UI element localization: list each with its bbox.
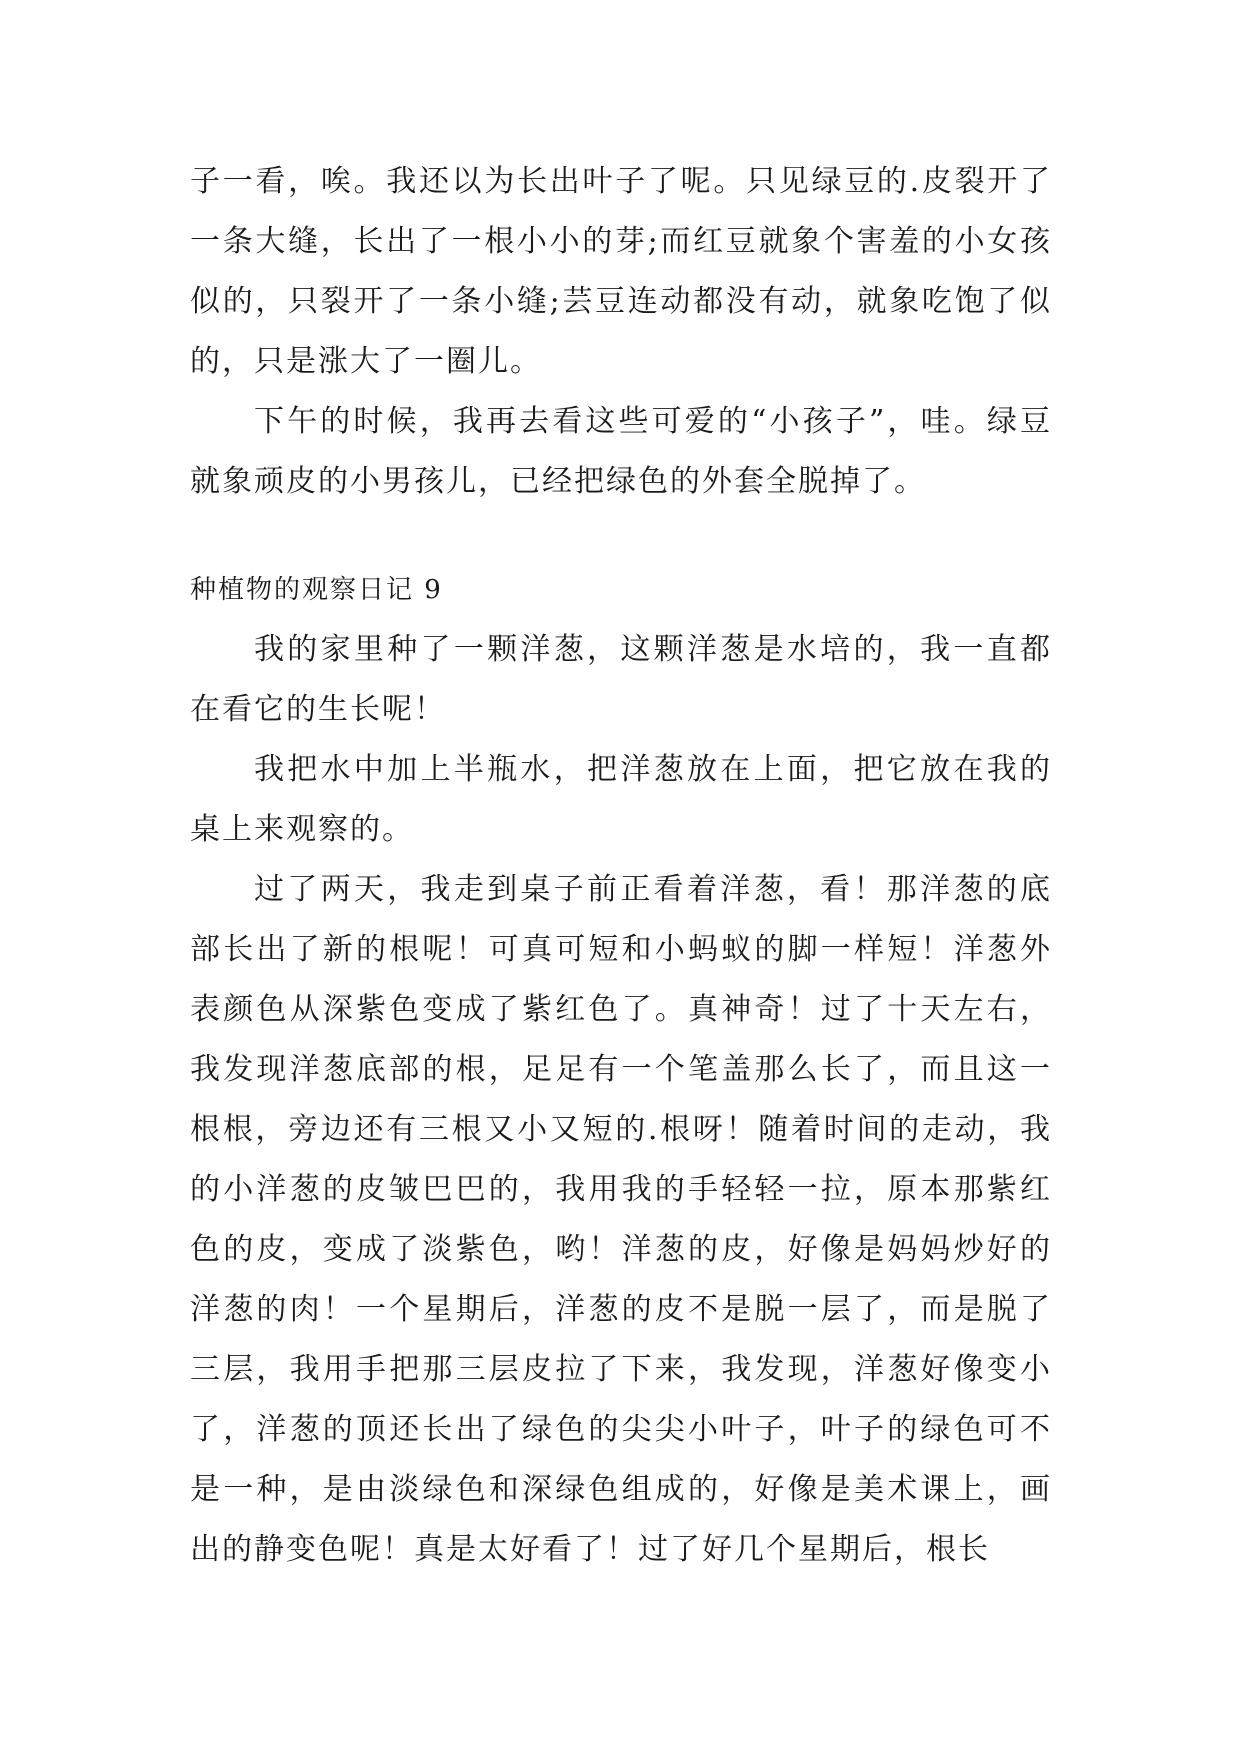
continuation-paragraph-1: 子一看，唉。我还以为长出叶子了呢。只见绿豆的.皮裂开了一条大缝，长出了一根小小的芽;而红豆就象个害羞的小女孩似的，只裂开了一条小缝;芸豆连动都没有动，就象吃饱了似的，只是涨大了一圈儿。 bbox=[190, 164, 1052, 379]
section-paragraph-2: 我把水中加上半瓶水，把洋葱放在上面，把它放在我的桌上来观察的。 bbox=[190, 752, 1052, 847]
section-title: 种植物的观察日记 9 bbox=[190, 575, 443, 605]
section-paragraph-1: 我的家里种了一颗洋葱，这颗洋葱是水培的，我一直都在看它的生长呢！ bbox=[190, 632, 1052, 727]
document-body bbox=[190, 152, 1052, 1580]
section-paragraph-3: 过了两天，我走到桌子前正看着洋葱，看！那洋葱的底部长出了新的根呢！可真可短和小蚂蚁的脚一样短！洋葱外表颜色从深紫色变成了紫红色了。真神奇！过了十天左右，我发现洋葱底部的根，足足有一个笔盖那么长了，而且这一根根，旁边还有三根又小又短的.根呀！随着时间的走动，我的小洋葱的皮皱巴巴的，我用我的手轻轻一拉，原本那紫红色的皮，变成了淡紫色，哟！洋葱的皮，好像是妈妈炒好的洋葱的肉！一个星期后，洋葱的皮不是脱一层了，而是脱了三层，我用手把那三层皮拉了下来，我发现，洋葱好像变小了，洋葱的顶还长出了绿色的尖尖小叶子，叶子的绿色可不是一种，是由淡绿色和深绿色组成的，好像是美术课上，画出的静变色呢！真是太好看了！过了好几个星期后，根长 bbox=[190, 872, 1052, 1567]
section-spacer bbox=[190, 512, 1052, 560]
continuation-paragraph-2: 下午的时候，我再去看这些可爱的“小孩子”，哇。绿豆就象顽皮的小男孩儿，已经把绿色的外套全脱掉了。 bbox=[190, 404, 1052, 499]
